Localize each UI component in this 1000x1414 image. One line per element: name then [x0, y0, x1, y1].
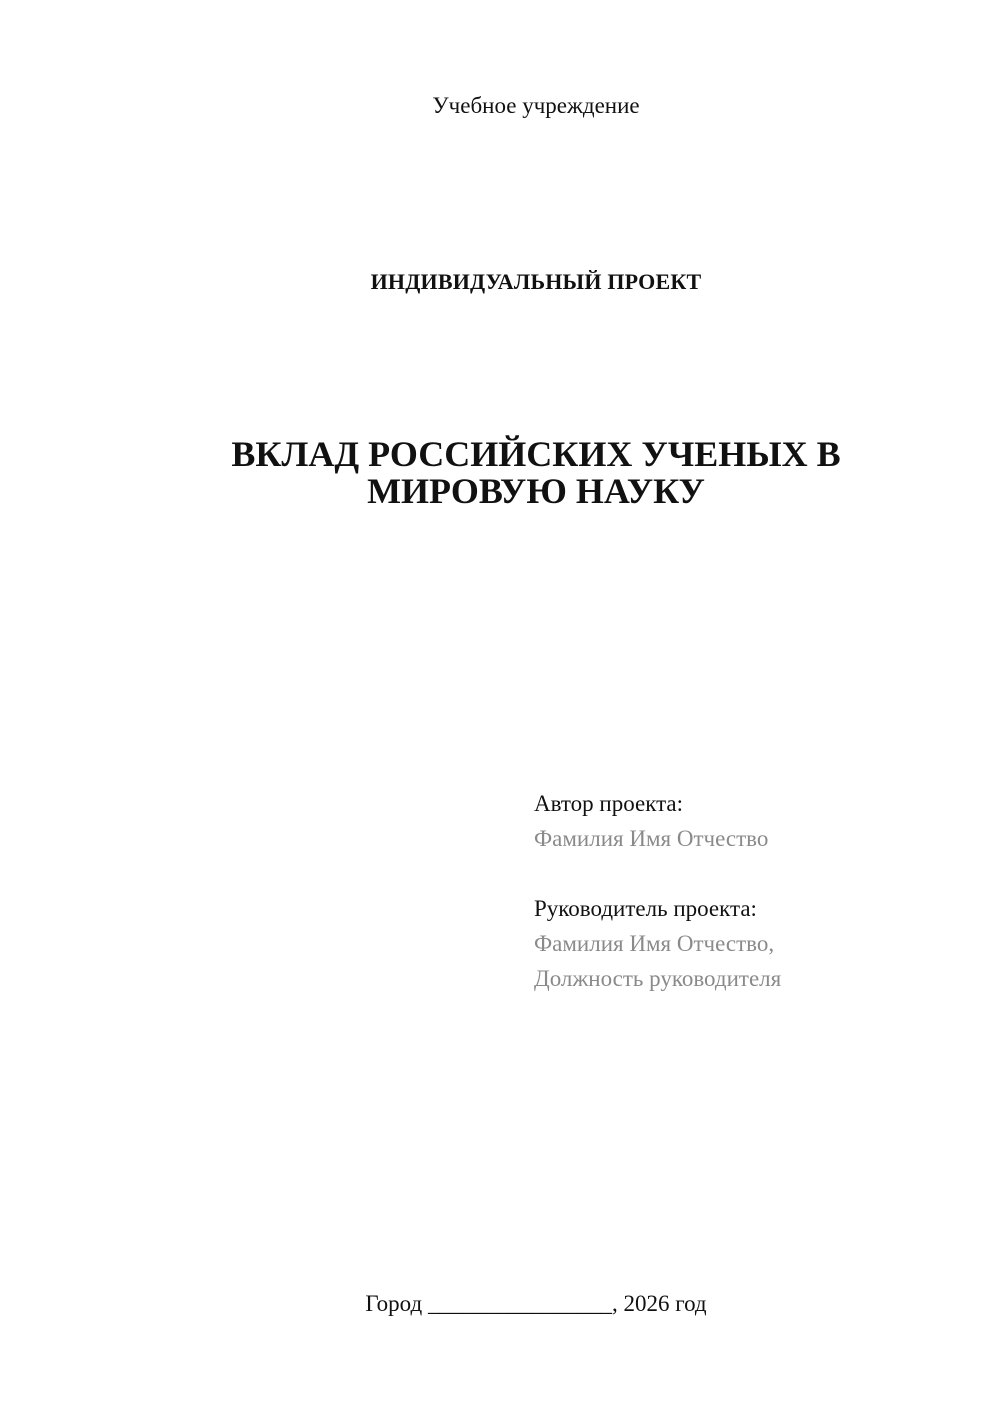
year-text: , 2026 год — [611, 1291, 707, 1316]
author-name-placeholder: Фамилия Имя Отчество — [534, 826, 769, 851]
supervisor-name-placeholder: Фамилия Имя Отчество, — [534, 931, 775, 956]
city-label: Город — [365, 1291, 423, 1316]
project-title-line-2: МИРОВУЮ НАУКУ — [367, 471, 705, 511]
city-blank: ________________ — [427, 1291, 612, 1316]
author-label: Автор проекта: — [534, 791, 683, 816]
supervisor-block — [534, 891, 781, 996]
project-title-line-1: ВКЛАД РОССИЙСКИХ УЧЕНЫХ В — [231, 434, 841, 474]
document-type-heading: ИНДИВИДУАЛЬНЫЙ ПРОЕКТ — [370, 269, 702, 294]
institution-name: Учебное учреждение — [432, 93, 640, 118]
author-block — [534, 786, 768, 856]
project-title — [0, 436, 1000, 510]
supervisor-label: Руководитель проекта: — [534, 896, 757, 921]
city-year-line — [0, 1290, 1000, 1318]
supervisor-position-placeholder: Должность руководителя — [534, 966, 782, 991]
